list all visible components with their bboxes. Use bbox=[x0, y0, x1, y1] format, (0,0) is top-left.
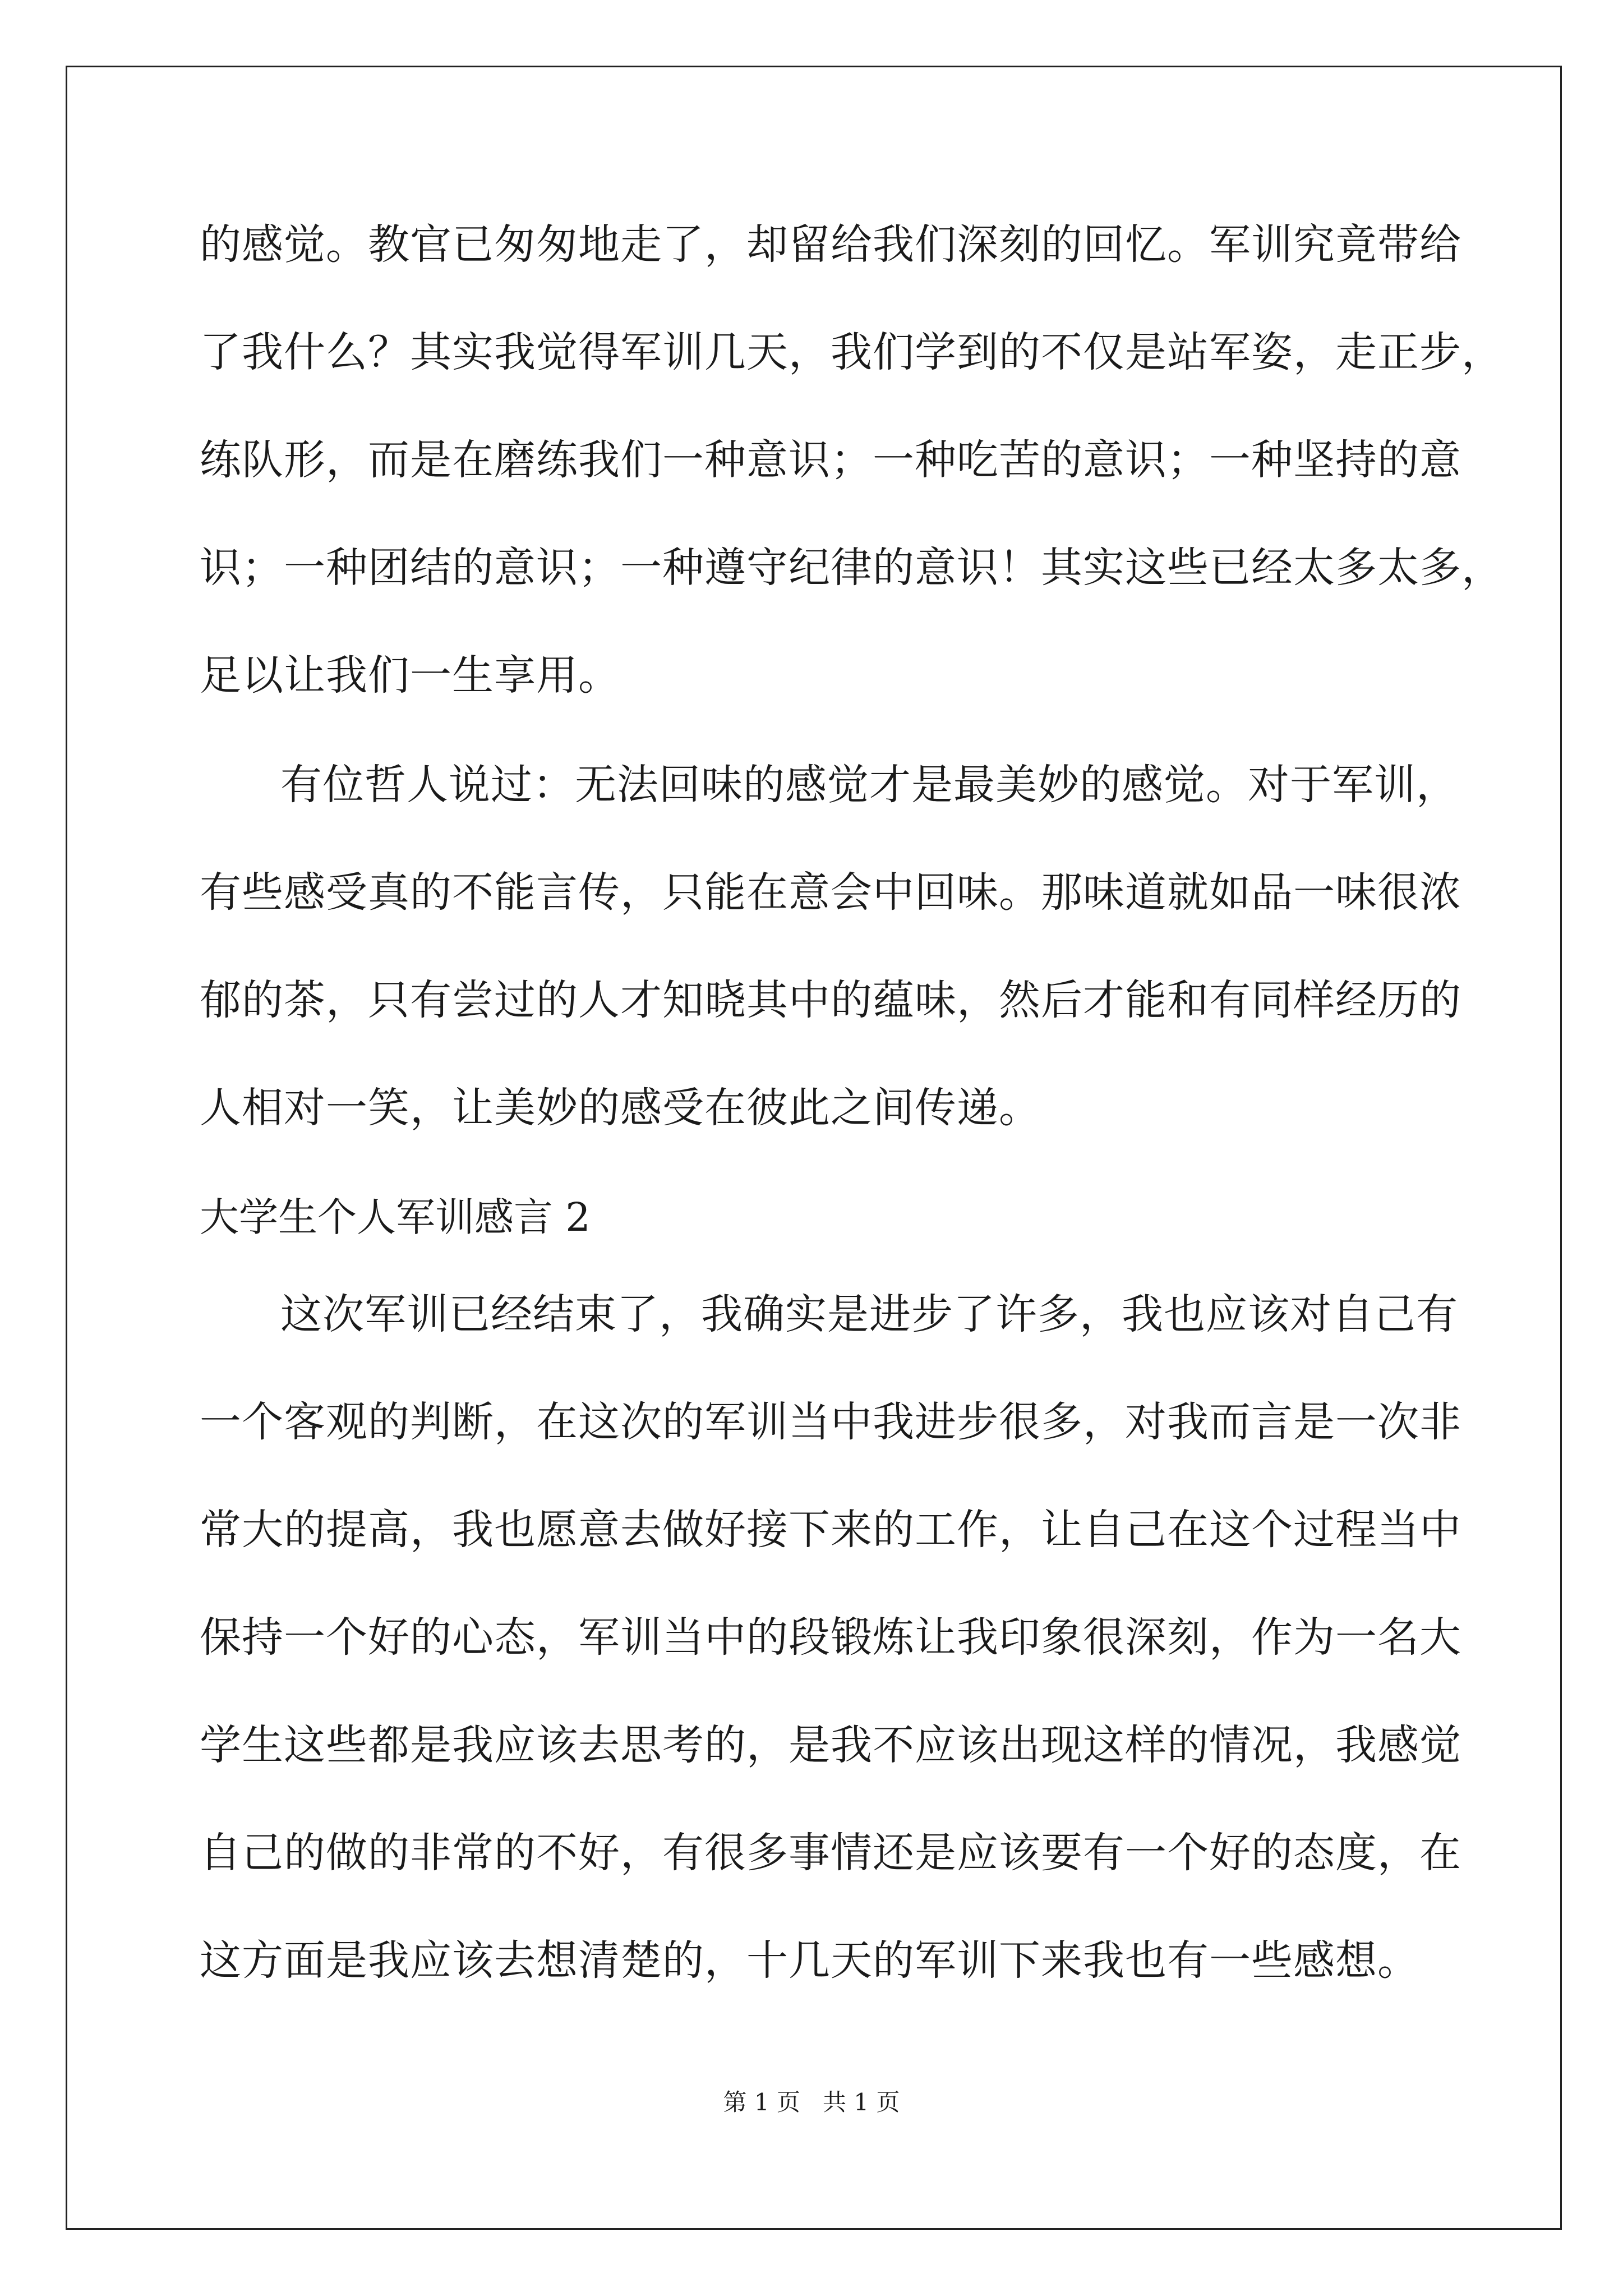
paragraph-line: 郁的茶，只有尝过的人才知晓其中的蕴味，然后才能和有同样经历的 bbox=[200, 976, 1461, 1024]
paragraph-line: 的感觉。教官已匆匆地走了，却留给我们深刻的回忆。军训究竟带给 bbox=[200, 220, 1461, 269]
page-footer: 第 1 页 共 1 页 bbox=[723, 2088, 900, 2116]
paragraph-line: 保持一个好的心态，军训当中的段锻炼让我印象很深刻，作为一名大 bbox=[200, 1613, 1461, 1662]
page-border bbox=[66, 66, 1562, 2230]
paragraph-line: 人相对一笑，让美妙的感受在彼此之间传递。 bbox=[200, 1084, 1041, 1132]
paragraph-line: 自己的做的非常的不好，有很多事情还是应该要有一个好的态度，在 bbox=[200, 1829, 1461, 1877]
paragraph-line: 有位哲人说过：无法回味的感觉才是最美妙的感觉。对于军训， bbox=[280, 761, 1458, 809]
paragraph-line: 一个客观的判断，在这次的军训当中我进步很多，对我而言是一次非 bbox=[200, 1398, 1461, 1446]
paragraph-line: 学生这些都是我应该去思考的，是我不应该出现这样的情况，我感觉 bbox=[200, 1721, 1461, 1769]
paragraph-line: 足以让我们一生享用。 bbox=[200, 651, 620, 700]
section-heading: 大学生个人军训感言 2 bbox=[200, 1194, 591, 1240]
paragraph-line: 练队形，而是在磨练我们一种意识；一种吃苦的意识；一种坚持的意 bbox=[200, 436, 1461, 484]
paragraph-line: 常大的提高，我也愿意去做好接下来的工作，让自己在这个过程当中 bbox=[200, 1506, 1461, 1554]
paragraph-line: 了我什么？其实我觉得军训几天，我们学到的不仅是站军姿，走正步， bbox=[200, 328, 1504, 376]
paragraph-line: 有些感受真的不能言传，只能在意会中回味。那味道就如品一味很浓 bbox=[200, 868, 1461, 917]
paragraph-line: 这方面是我应该去想清楚的，十几天的军训下来我也有一些感想。 bbox=[200, 1936, 1419, 1985]
paragraph-line: 识；一种团结的意识；一种遵守纪律的意识！其实这些已经太多太多， bbox=[200, 544, 1504, 592]
paragraph-line: 这次军训已经结束了，我确实是进步了许多，我也应该对自己有 bbox=[280, 1290, 1458, 1338]
